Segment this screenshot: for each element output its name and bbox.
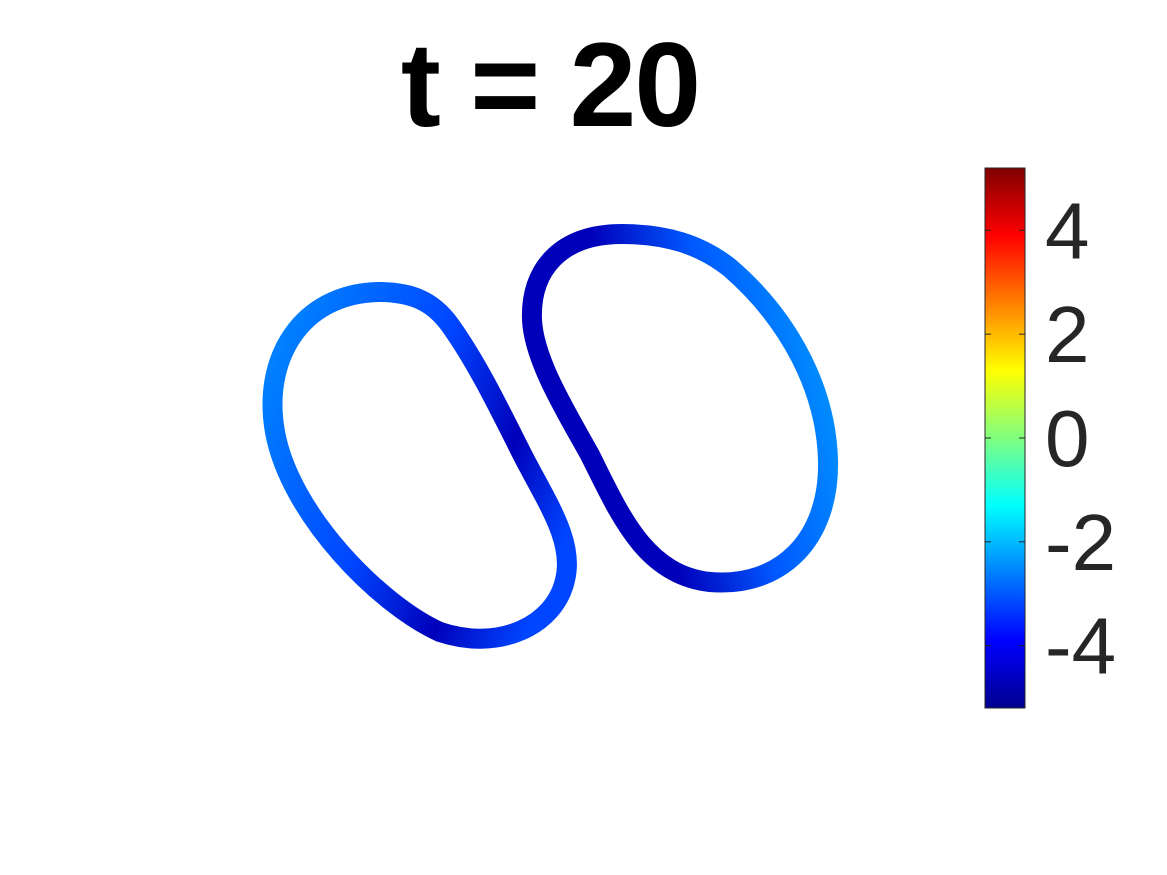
colorbar-tick-label: 4	[1045, 186, 1090, 276]
colorbar	[985, 168, 1116, 708]
colorbar-tick-label: -2	[1045, 497, 1117, 587]
colorbar-tick-label: 0	[1045, 394, 1090, 483]
contour-curves	[272, 234, 828, 639]
colorbar-tick-label: 2	[1045, 290, 1090, 380]
colorbar-tick-label: -4	[1045, 601, 1117, 691]
chart-title: t = 20	[400, 18, 700, 152]
left-loop-curve	[272, 292, 566, 639]
right-loop-curve	[532, 234, 828, 583]
